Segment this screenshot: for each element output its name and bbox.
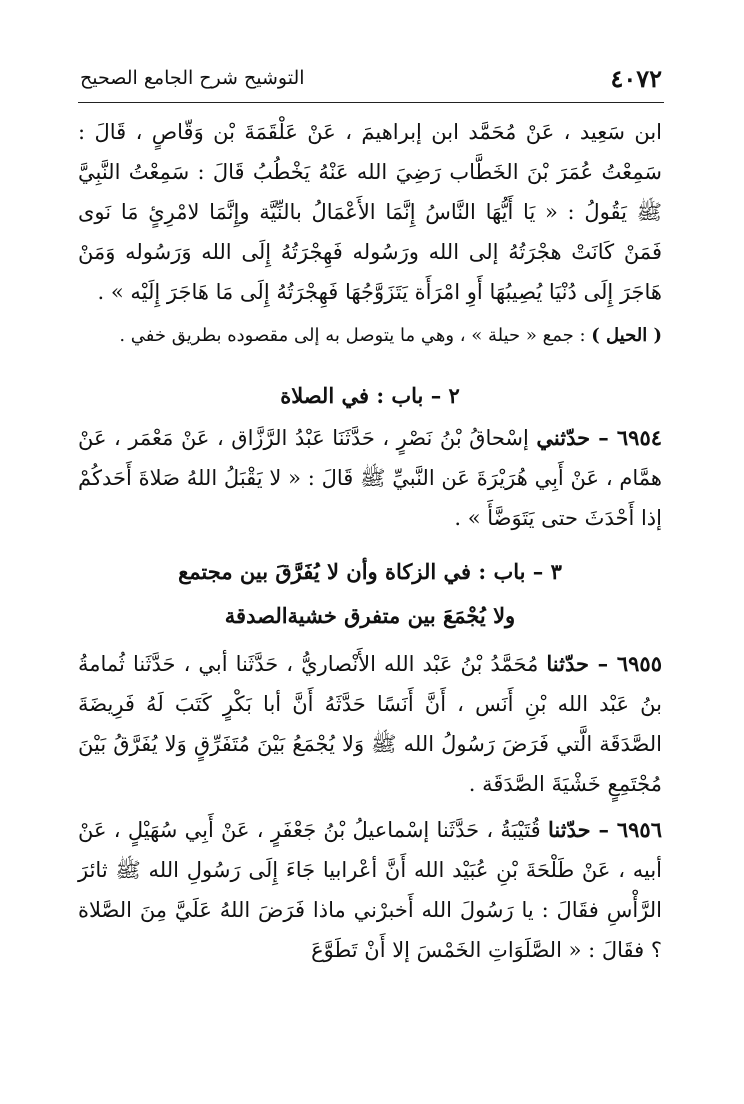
page-number: ٤٠٧٢ [610,63,662,93]
hadith-6955-lead: ٦٩٥٥ – حدّثنا [546,651,662,676]
header-rule [78,102,664,103]
note-term: ( الحيل ) [591,325,662,346]
chapter-2-heading: ٢ – باب : في الصلاة [280,383,460,408]
hadith-6955 [78,644,662,804]
note-paragraph [78,320,662,352]
hadith-6956 [78,810,662,970]
chapter-3-heading-line-1: ٣ – باب : في الزكاة وأن لا يُفَرَّقَ بين مجتمع [178,559,562,584]
page-header [80,62,662,94]
note-text: : جمع « حيلة » ، وهي ما يتوصل به إلى مقصوده بطريق خفي . [119,325,592,346]
hadith-6955-text: مُحَمَّدُ بْنُ عَبْد الله الأَنْصاريُّ ، حَدَّثَنا أبي ، حَدَّثَنا ثُمامةُ بنُ عَبْد الله بْنِ أَنَس ، أَنَّ أَنَسًا حَدَّثَهُ أَنَّ أبا بَكْرٍ كَتَبَ لَهُ فَرِيضَةَ الصَّدَقَة الَّتي فَرَضَ رَسُولُ الله ﷺ وَلا يُجْمَعُ بَيْنَ مُتَفَرِّقٍ وَلا يُفَرَّقُ بَيْنَ مُجْتَمِعٍ خَشْيَةَ الصَّدَقَة . [78,652,662,796]
hadith-6956-text: قُتَيْبَةُ ، حَدَّثَنا إسْماعيلُ بْنُ جَعْفَرٍ ، عَنْ أَبِي سُهَيْلٍ ، عَنْ أبيه ، عَنْ طَلْحَةَ بْنِ عُبَيْد الله أَنَّ أعْرابيا جَاءَ إِلَى رَسُولِ الله ﷺ ثائرَ الرَّأْسِ فقَالَ : يا رَسُولَ الله أَخبرْني ماذا فَرَضَ اللهُ عَلَيَّ مِنَ الصَّلاة ؟ فقَالَ : « الصَّلَوَاتِ الخَمْسَ إلا أَنْ تَطَوَّعَ [78,818,662,962]
running-title: التوشيح شرح الجامع الصحيح [80,67,305,89]
hadith-6954-lead: ٦٩٥٤ – حدّثني [536,425,663,450]
hadith-6954 [78,418,662,538]
hadith-6954-text: إسْحاقُ بْنُ نَصْرٍ ، حَدَّثَنَا عَبْدُ الرَّزَّاق ، عَنْ مَعْمَر ، عَنْ همَّام ، عَنْ أَبِي هُرَيْرَةَ عَن النَّبيِّ ﷺ قَالَ : « لا يَقْبَلُ اللهُ صَلاةَ أَحَدكُمْ إذا أَحْدَثَ حتى يَتَوَضَّأَ » . [78,426,662,530]
page-content [78,112,662,970]
hadith-6956-lead: ٦٩٥٦ – حدّثنا [547,817,662,842]
chapter-3-heading-line-2: ولا يُجْمَعَ بين متفرق خشيةالصدقة [224,603,516,628]
intro-paragraph: ابن سَعِيد ، عَنْ مُحَمَّد ابن إبراهيمَ ، عَنْ عَلْقَمَةَ بْن وَقّاصٍ ، قَالَ : سَمِعْتُ عُمَرَ بْنَ الخَطَّاب رَضِيَ الله عَنْهُ يَخْطُبُ قَالَ : سَمِعْتُ النَّبِيَّ ﷺ يَقُولُ : « يَا أَيُّهَا النَّاسُ إِنَّمَا الأَعْمَالُ بالنِّيَّة وإِنَّمَا لامْرِئٍ مَا نَوى فَمَنْ كَانَتْ هجْرَتُهُ إلى الله ورَسُوله فَهِجْرَتُهُ إِلَى الله وَرَسُوله وَمَنْ هَاجَرَ إِلَى دُنْيَا يُصِيبُهَا أَوِ امْرَأَة يَتَزَوَّجُهَا فَهِجْرَتُهُ إِلَى مَا هَاجَرَ إِلَيْه » . [78,120,662,304]
